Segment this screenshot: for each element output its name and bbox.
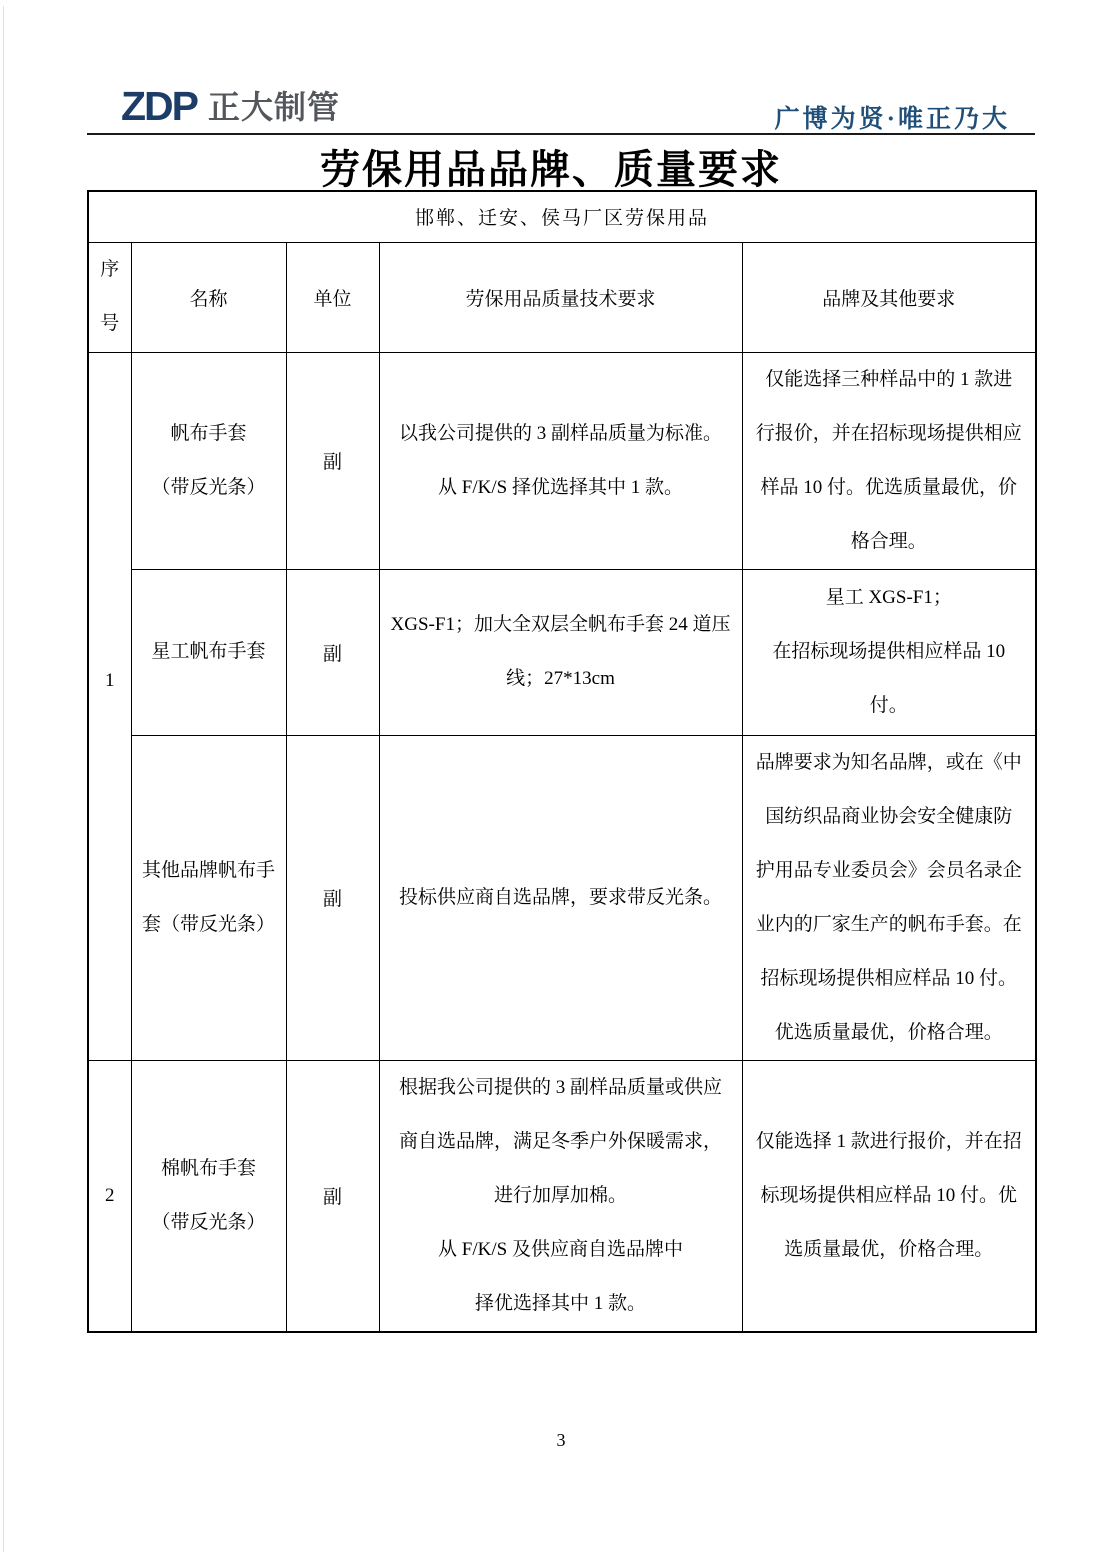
company-logo (121, 83, 341, 129)
table-section-row (88, 191, 1036, 242)
cell-quality-requirements: 投标供应商自选品牌，要求带反光条。 (379, 735, 742, 1060)
page-title: 劳保用品品牌、质量要求 (320, 147, 782, 192)
cell-brand-requirements: 仅能选择 1 款进行报价，并在招 标现场提供相应样品 10 付。优 选质量最优，价格合理。 (742, 1060, 1036, 1332)
table-section-title: 邯郸、迁安、侯马厂区劳保用品 (88, 191, 1036, 242)
cell-brand-requirements: 仅能选择三种样品中的 1 款进 行报价，并在招标现场提供相应 样品 10 付。优选质量最优，价 格合理。 (742, 352, 1036, 569)
column-header-quality: 劳保用品质量技术要求 (379, 242, 742, 352)
column-header-no: 序 号 (88, 242, 131, 352)
cell-item-name: 棉帆布手套 （带反光条） (131, 1060, 286, 1332)
labor-supplies-table (87, 190, 1037, 1333)
cell-unit: 副 (286, 735, 379, 1060)
cell-brand-requirements: 品牌要求为知名品牌，或在《中 国纺织品商业协会安全健康防 护用品专业委员会》会员名录企 业内的厂家生产的帆布手套。在 招标现场提供相应样品 10 付。 优选质量最优，价格合理。 (742, 735, 1036, 1060)
table-row (88, 1060, 1036, 1332)
page-number: 3 (556, 1430, 566, 1450)
cell-unit: 副 (286, 569, 379, 735)
column-header-name: 名称 (131, 242, 286, 352)
row-group-number: 2 (88, 1060, 131, 1332)
row-group-number (88, 352, 131, 1060)
company-slogan: 广博为贤·唯正乃大 (774, 106, 1010, 133)
cell-item-name: 帆布手套 （带反光条） (131, 352, 286, 569)
cell-quality-requirements: XGS-F1；加大全双层全帆布手套 24 道压 线；27*13cm (379, 569, 742, 735)
table-row (88, 735, 1036, 1060)
header-divider-line (87, 133, 1035, 135)
row-group-number-text: 1 (105, 670, 115, 691)
cell-item-name: 星工帆布手套 (131, 569, 286, 735)
table-row (88, 569, 1036, 735)
table-header-row (88, 242, 1036, 352)
cell-item-name: 其他品牌帆布手 套（带反光条） (131, 735, 286, 1060)
cell-unit: 副 (286, 1060, 379, 1332)
logo-zdp-mark: ZDP (121, 83, 197, 129)
column-header-brand: 品牌及其他要求 (742, 242, 1036, 352)
column-header-unit: 单位 (286, 242, 379, 352)
page-edge-line (3, 6, 4, 1552)
cell-brand-requirements: 星工 XGS-F1； 在招标现场提供相应样品 10 付。 (742, 569, 1036, 735)
table-row (88, 352, 1036, 569)
cell-quality-requirements: 以我公司提供的 3 副样品质量为标准。 从 F/K/S 择优选择其中 1 款。 (379, 352, 742, 569)
logo-company-name: 正大制管 (208, 88, 341, 125)
cell-unit: 副 (286, 352, 379, 569)
cell-quality-requirements: 根据我公司提供的 3 副样品质量或供应 商自选品牌，满足冬季户外保暖需求， 进行加厚加棉。 从 F/K/S 及供应商自选品牌中 择优选择其中 1 款。 (379, 1060, 742, 1332)
